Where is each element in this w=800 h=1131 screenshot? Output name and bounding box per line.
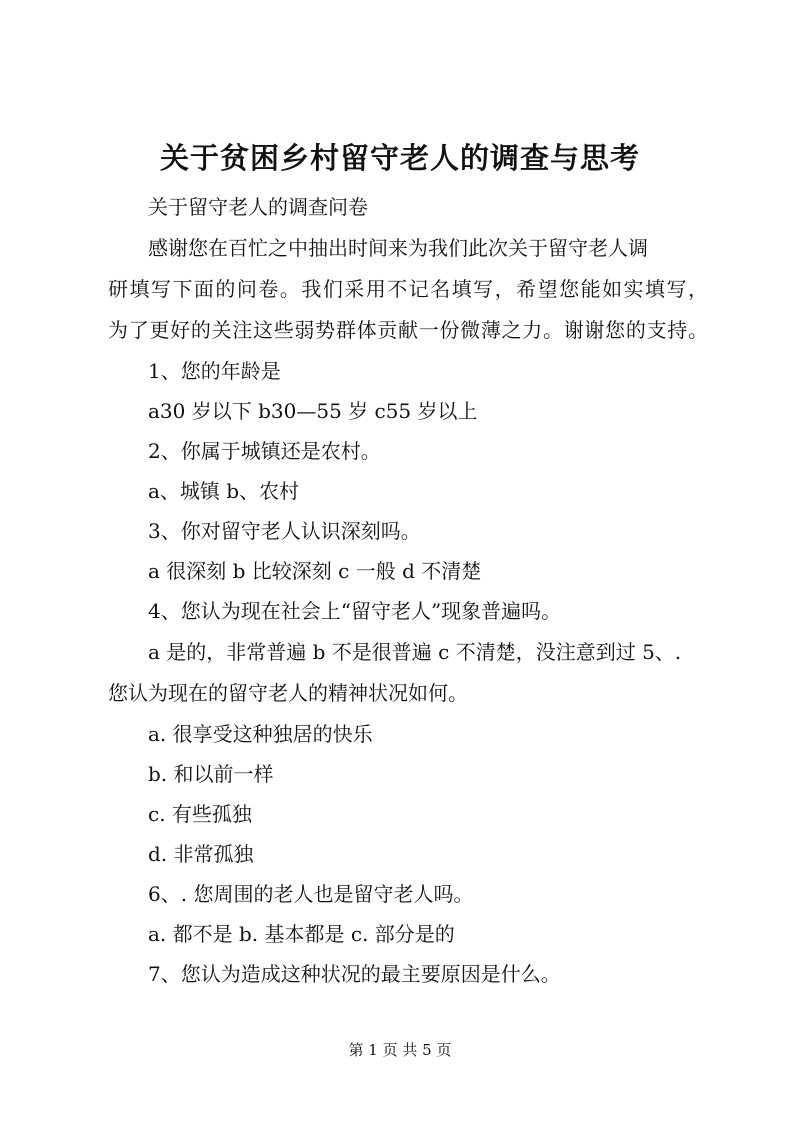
question-2-options: a、城镇 b、农村	[148, 479, 300, 503]
question-6-options: a. 都不是 b. 基本都是 c. 部分是的	[148, 922, 455, 946]
question-2: 2、你属于城镇还是农村。	[148, 439, 381, 463]
page-number-footer: 第 1 页 共 5 页	[348, 1041, 452, 1059]
question-3-options: a 很深刻 b 比较深刻 c 一般 d 不清楚	[148, 559, 482, 583]
question-4-options: a 是的，非常普遍 b 不是很普遍 c 不清楚，没注意到过 5、.	[148, 640, 682, 664]
survey-heading: 关于留守老人的调查问卷	[148, 195, 368, 219]
question-5-option-d: d. 非常孤独	[148, 842, 254, 866]
question-1: 1、您的年龄是	[148, 359, 281, 383]
question-5-option-c: c. 有些孤独	[148, 802, 252, 826]
question-5: 您认为现在的留守老人的精神状况如何。	[108, 681, 468, 705]
question-7: 7、您认为造成这种状况的最主要原因是什么。	[148, 962, 561, 986]
question-5-option-a: a. 很享受这种独居的快乐	[148, 722, 373, 746]
document-title: 关于贫困乡村留守老人的调查与思考	[159, 141, 640, 175]
question-5-option-b: b. 和以前一样	[148, 762, 274, 786]
question-4: 4、您认为现在社会上“留守老人”现象普遍吗。	[148, 599, 562, 623]
intro-line-1: 感谢您在百忙之中抽出时间来为我们此次关于留守老人调	[148, 236, 648, 260]
intro-line-3: 为了更好的关注这些弱势群体贡献一份微薄之力。谢谢您的支持。	[108, 318, 708, 342]
question-6: 6、. 您周围的老人也是留守老人吗。	[148, 882, 474, 906]
intro-line-2: 研填写下面的问卷。我们采用不记名填写，希望您能如实填写，	[108, 277, 708, 301]
question-1-options: a30 岁以下 b30—55 岁 c55 岁以上	[148, 399, 478, 423]
question-3: 3、你对留守老人认识深刻吗。	[148, 519, 421, 543]
